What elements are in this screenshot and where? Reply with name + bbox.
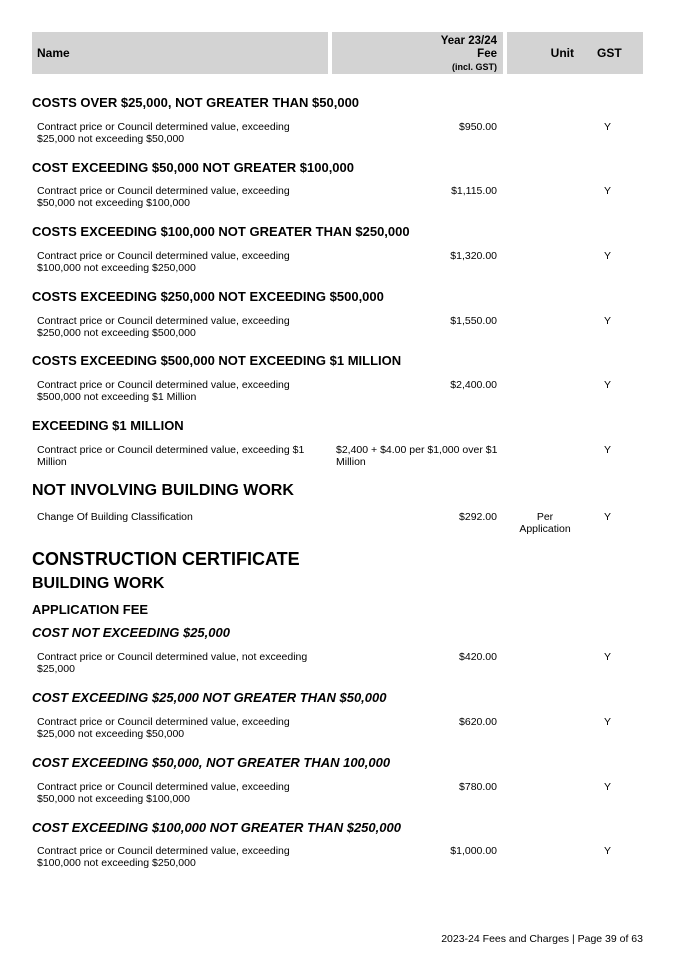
header-fee-gst-note: (incl. GST) <box>452 62 497 72</box>
row-description: Contract price or Council determined value, not exceeding $25,000 <box>37 651 308 675</box>
row-gst: Y <box>604 651 612 663</box>
row-description: Change Of Building Classification <box>37 511 193 523</box>
group-heading: APPLICATION FEE <box>32 602 149 617</box>
chapter-heading: CONSTRUCTION CERTIFICATE <box>32 549 300 569</box>
table-header <box>32 32 643 74</box>
row-description: Contract price or Council determined value, exceeding $500,000 not exceeding $1 Million <box>37 379 290 403</box>
row-fee: $1,000.00 <box>450 845 497 857</box>
header-unit: Unit <box>550 46 574 60</box>
header-unit-cell <box>507 32 586 74</box>
section-heading: EXCEEDING $1 MILLION <box>32 418 184 433</box>
header-name: Name <box>37 46 70 60</box>
row-gst: Y <box>604 379 612 391</box>
header-fee-cell <box>332 32 503 74</box>
row-description: Contract price or Council determined value, exceeding $250,000 not exceeding $500,000 <box>37 315 290 339</box>
header-gst-cell <box>586 32 643 74</box>
row-fee: $420.00 <box>459 651 497 663</box>
row-fee: $780.00 <box>459 781 497 793</box>
row-description: Contract price or Council determined value, exceeding $50,000 not exceeding $100,000 <box>37 781 290 805</box>
subchapter-heading: BUILDING WORK <box>32 575 165 592</box>
section-heading: NOT INVOLVING BUILDING WORK <box>32 482 294 499</box>
section-heading: COST EXCEEDING $100,000 NOT GREATER THAN $250,000 <box>32 820 401 835</box>
section-heading: COST EXCEEDING $50,000, NOT GREATER THAN 100,000 <box>32 755 391 770</box>
section-heading: COSTS EXCEEDING $500,000 NOT EXCEEDING $1 MILLION <box>32 353 402 368</box>
row-gst: Y <box>604 121 612 133</box>
header-fee-label: Fee <box>477 48 497 60</box>
row-description: Contract price or Council determined value, exceeding $100,000 not exceeding $250,000 <box>37 250 290 274</box>
section-heading: COSTS OVER $25,000, NOT GREATER THAN $50,000 <box>32 95 360 110</box>
row-fee: $2,400 + $4.00 per $1,000 over $1 Million <box>336 444 498 468</box>
header-gst: GST <box>597 46 622 60</box>
row-description: Contract price or Council determined value, exceeding $50,000 not exceeding $100,000 <box>37 185 290 209</box>
section-heading: COST EXCEEDING $50,000 NOT GREATER $100,000 <box>32 160 354 175</box>
row-fee: $620.00 <box>459 716 497 728</box>
row-gst: Y <box>604 781 612 793</box>
row-fee: $1,550.00 <box>450 315 497 327</box>
section-heading: COSTS EXCEEDING $100,000 NOT GREATER THAN $250,000 <box>32 224 410 239</box>
section-heading: COST NOT EXCEEDING $25,000 <box>32 625 230 640</box>
page-footer: 2023-24 Fees and Charges | Page 39 of 63 <box>441 933 643 945</box>
header-name-cell <box>32 32 328 74</box>
row-fee: $292.00 <box>459 511 497 523</box>
row-description: Contract price or Council determined value, exceeding $1 Million <box>37 444 305 468</box>
row-gst: Y <box>604 315 612 327</box>
row-description: Contract price or Council determined value, exceeding $25,000 not exceeding $50,000 <box>37 121 290 145</box>
section-heading: COSTS EXCEEDING $250,000 NOT EXCEEDING $500,000 <box>32 289 384 304</box>
section-heading: COST EXCEEDING $25,000 NOT GREATER THAN $50,000 <box>32 690 387 705</box>
row-description: Contract price or Council determined value, exceeding $100,000 not exceeding $250,000 <box>37 845 290 869</box>
row-gst: Y <box>604 185 612 197</box>
row-fee: $950.00 <box>459 121 497 133</box>
row-gst: Y <box>604 250 612 262</box>
row-fee: $1,320.00 <box>450 250 497 262</box>
row-gst: Y <box>604 716 612 728</box>
row-fee: $1,115.00 <box>451 185 497 197</box>
row-gst: Y <box>604 845 612 857</box>
row-description: Contract price or Council determined value, exceeding $25,000 not exceeding $50,000 <box>37 716 290 740</box>
header-fee-year: Year 23/24 <box>440 35 497 47</box>
row-gst: Y <box>604 511 612 523</box>
row-fee: $2,400.00 <box>450 379 497 391</box>
row-unit: Per Application <box>519 511 571 535</box>
row-gst: Y <box>604 444 612 456</box>
